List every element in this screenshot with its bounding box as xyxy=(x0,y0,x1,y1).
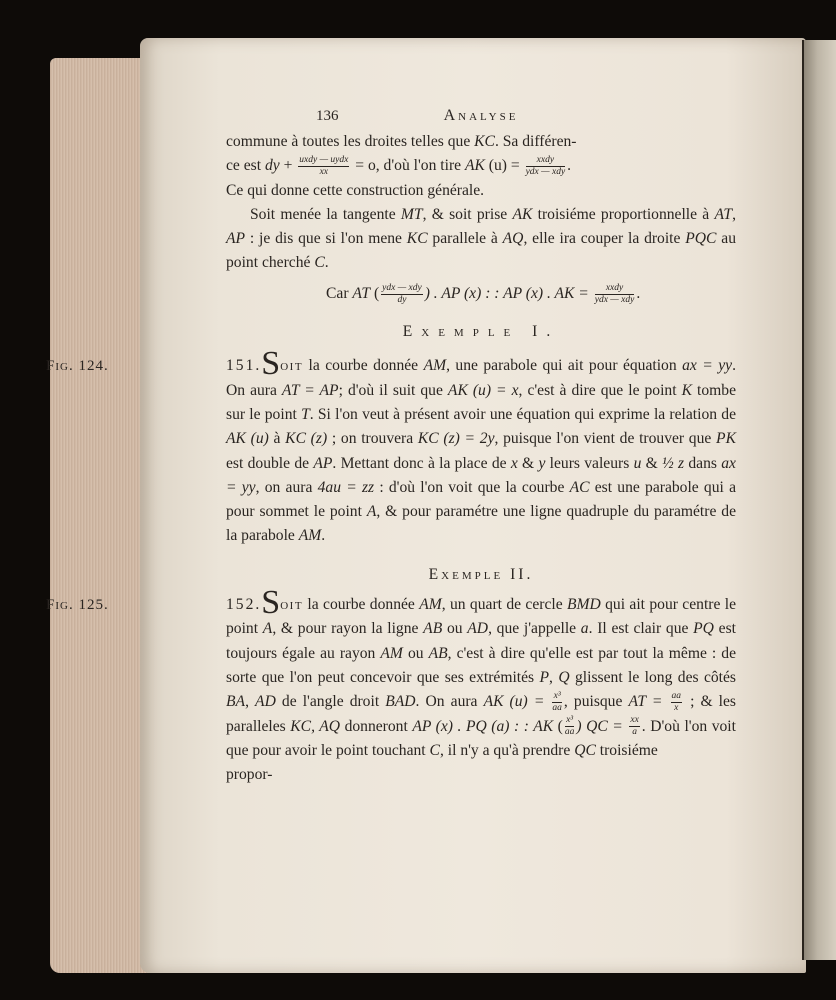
running-head xyxy=(226,104,736,130)
example-1-paragraph: Fig. 124. 151.Soit la courbe donnée AM, une parabole qui ait pour équation ax = yy. On aura AT = AP; d'où il suit que AK (u) = x, c'est à dire que le point K tombe sur le point T. Si l'on veut à présent avoir une équation qui exprime la relation de AK (u) à KC (z) ; on trouvera KC (z) = 2y, puisque l'on vient de trouver que PK est double de AP. Mettant donc à la place de x & y leurs valeurs u & ½ z dans ax = yy, on aura 4au = zz : d'où l'on voit que la courbe AC est une parabole qui a pour sommet le point A, & pour paramétre une ligne quadruple du paramétre de la parabole AM. xyxy=(46,345,736,545)
example-1-heading: Exemple I. xyxy=(402,323,560,341)
fraction: $\frac{\text{ydx — xdy}}{dy}$ xyxy=(382,282,422,305)
construction-paragraph: Soit menée la tangente MT, & soit prise AK troisiéme proportionnelle à AT, AP : je dis que si l'on mene KC parallele à AQ, elle ira couper la droite PQC au point cherché C. xyxy=(226,205,737,272)
running-title: Analyse xyxy=(443,107,519,124)
page-number: 136 xyxy=(316,108,339,124)
drop-cap: S xyxy=(261,345,281,383)
example-2-paragraph: Fig. 125. 152.Soit la courbe donnée AM, un quart de cercle BMD qui ait pour centre le point A, & pour rayon la ligne AB ou AD, que j'appelle a. Il est clair que PQ est toujours égale au rayon AM ou AB, c'est à dire qu'elle est par tout la même : de sorte que l'on peut concevoir que ses extrémités P, Q glissent le long des côtés BA, AD de l'angle droit BAD. On aura AK (u) = $\frac{\text{x³}}{aa}$ , puisque AT = $\frac{aa}{x}$ ; & les paralleles KC, AQ donneront AP (x) . PQ (a) : : AK ( $\frac{\text{x³}}{aa}$ ) QC = $\frac{xx}{a}$ . D'où l'on voit que pour avoir le point touchant C, il n'y a qu'à prendre QC troisiéme xyxy=(46,584,737,759)
article-number: 151. xyxy=(226,357,262,375)
fraction: $\frac{\text{x³}}{aa}$ xyxy=(552,691,562,714)
right-page-edge xyxy=(802,40,836,960)
fraction: $\frac{\text{xxdy}}{\text{ydx — xdy}}$ xyxy=(594,282,635,305)
example-2-heading: Exemple II. xyxy=(428,565,534,583)
figure-reference: Fig. 125. xyxy=(46,597,109,614)
fraction: $\frac{aa}{x}$ xyxy=(671,691,681,714)
drop-cap: S xyxy=(261,584,281,622)
page-text xyxy=(46,104,737,787)
formula-car: Car AT ( $\frac{\text{ydx — xdy}}{dy}$ ) . AP (x) : : AP (x) . AK = $\frac{\text{xxdy}}{\text{ydx — xdy}}$ . xyxy=(326,282,641,305)
article-number: 152. xyxy=(226,596,262,614)
fraction: $\frac{\text{x³}}{aa}$ xyxy=(564,715,575,738)
fraction: $\frac{\text{xxdy}}{\text{ydx — xdy}}$ xyxy=(525,155,566,178)
intro-paragraph: commune à toutes les droites telles que KC. Sa différen- ce est dy + $\frac{\text{uxdy — uydx}}{xx}$ = o, d'où l'on tire AK (u) = $\frac{\text{xxdy}}{\text{ydx — xdy}}$ . Ce qui donne cette construction générale. xyxy=(226,133,577,199)
catchword: propor- xyxy=(226,766,273,784)
fraction: $\frac{xx}{a}$ xyxy=(630,715,639,738)
fraction: $\frac{\text{uxdy — uydx}}{xx}$ xyxy=(299,155,349,178)
figure-reference: Fig. 124. xyxy=(46,358,109,375)
